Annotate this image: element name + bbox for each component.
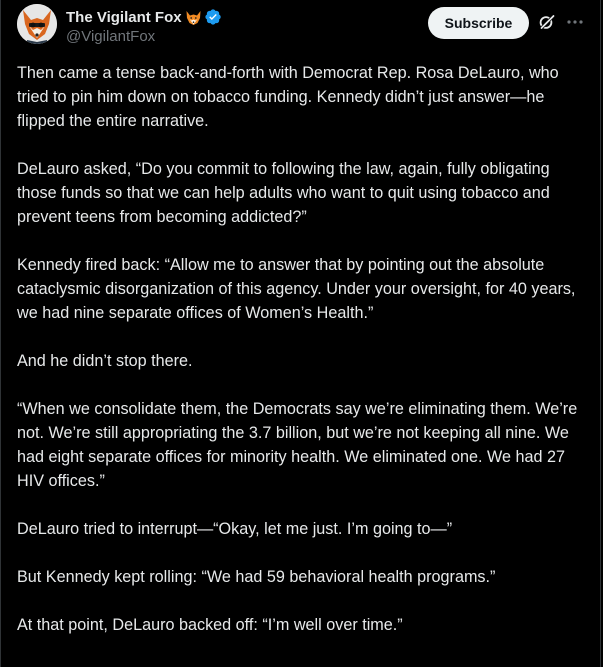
post-paragraph: “When we consolidate them, the Democrats say we’re eliminating them. We’re not. We’re still appropriating the 3.7 billion, but we’re not keeping all nine. We had eight separate offices for minority health. We eliminated one. We had 27 HIV offices.” (17, 400, 578, 490)
fox-face-icon (185, 9, 202, 26)
author-display-name[interactable]: The Vigilant Fox (66, 8, 182, 26)
verified-badge-icon (204, 8, 222, 26)
post-paragraph: Then came a tense back-and-forth with Democrat Rep. Rosa DeLauro, who tried to pin him down on tobacco funding. Kennedy didn’t just answer—he flipped the entire narrative. (17, 64, 559, 130)
avatar[interactable] (17, 4, 57, 44)
more-options-icon[interactable] (565, 12, 585, 32)
fox-avatar-icon (17, 4, 57, 44)
post-paragraph: DeLauro asked, “Do you commit to following the law, again, fully obligating those funds so that we can help adults who want to quit using tobacco and prevent teens from becoming addicted?” (17, 160, 550, 226)
subscribe-button[interactable]: Subscribe (428, 7, 529, 39)
post-paragraph: At that point, DeLauro backed off: “I’m well over time.” (17, 616, 403, 634)
author-handle[interactable]: @VigilantFox (66, 28, 156, 45)
grok-icon[interactable] (538, 13, 556, 31)
post-header (17, 4, 584, 48)
post-paragraph: Kennedy fired back: “Allow me to answer that by pointing out the absolute cataclysmic disorganization of this agency. Under your oversight, for 40 years, we had nine separate offices of Women’s Health.” (17, 256, 576, 322)
post-paragraph: But Kennedy kept rolling: “We had 59 behavioral health programs.” (17, 568, 496, 586)
author-info (66, 7, 222, 45)
post-paragraph: And he didn’t stop there. (17, 352, 193, 370)
post-text (17, 61, 592, 661)
post-paragraph: DeLauro tried to interrupt—“Okay, let me just. I’m going to—” (17, 520, 453, 538)
